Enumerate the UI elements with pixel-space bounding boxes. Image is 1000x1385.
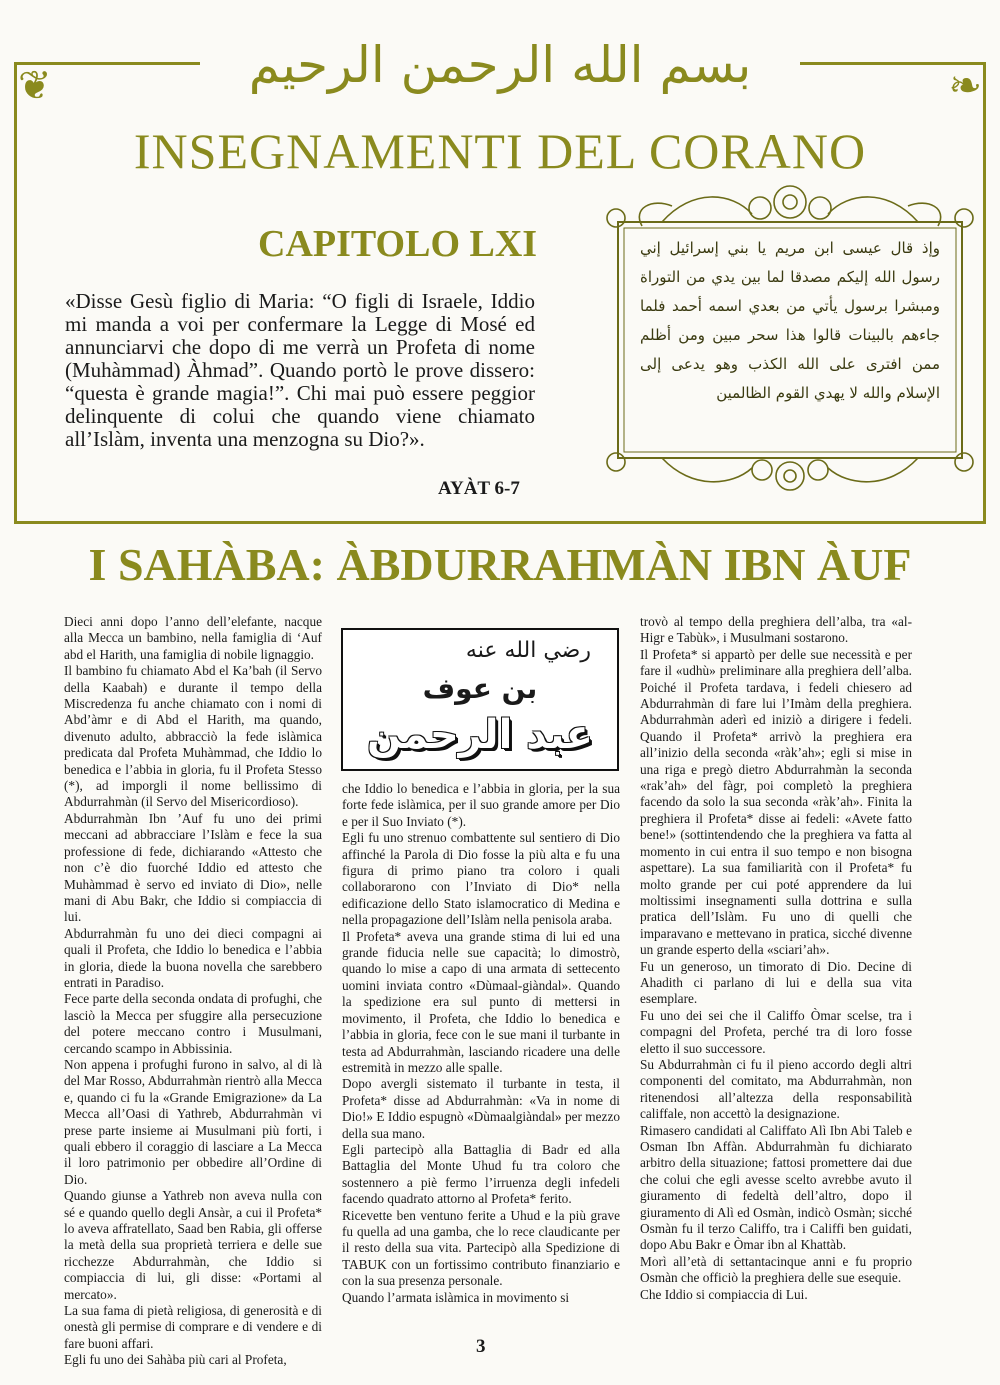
article-paragraph: Dopo avergli sistemato il turbante in testa, il Profeta* disse ad Abdurrahmàn: «Va in nome di Dio!» E Iddio espugnò «Dùmaalgiàndal» per mezzo della sua mano. (342, 1076, 620, 1141)
article-paragraph: che Iddio lo benedica e l’abbia in gloria, per la sua forte fede islàmica, per il suo grande amore per Dio e per il Suo Inviato (*). (342, 781, 620, 829)
bismillah-calligraphy: بسم الله الرحمن الرحيم (200, 36, 800, 106)
article-paragraph: trovò al tempo della preghiera dell’alba, tra «al-Higr e Tabùk», i Musulmani sostarono. (640, 614, 912, 646)
article-paragraph: Fu uno dei sei che il Califfo Òmar scelse, tra i compagni del Profeta, perché tra di loro fosse eletto il suo successore. (640, 1007, 912, 1056)
article-paragraph: Fece parte della seconda ondata di profughi, che lasciò la Mecca per sfuggire alla persecuzione del potere meccano contro i Musulmani, cercando scampo in Abbissinia. (64, 991, 322, 1056)
article-column-3 (640, 614, 912, 1303)
article-paragraph: Egli fu uno dei Sahàba più cari al Profeta, (64, 1352, 287, 1368)
article-paragraph: Il Profeta* si appartò per delle sue necessità e per fare il «udhù» preliminare alla preghiera dell’alba. Poiché il Profeta tardava, i fedeli chiesero ad Abdurrahmàn di fare lui l’Imàm della preghiera. Abdurrahmàn aderì ed iniziò a dirigere i fedeli. Quando il Profeta* arrivò la preghiera era all’inizio della seconda «ràk’ah»; egli si mise in una riga e pregò dietro Abdurrahmàn la seconda «rak’ah» del fàgr, poi completò la preghiera facendo da solo la sua seconda «ràk’ah». Finita la preghiera il Profeta* disse ai fedeli: «Avete fatto bene!» (sottintendendo che la preghiera va fatta al momento in cui entra il suo tempo e non bisogna aspettare). La sua familiarità con il Profeta* fu molto grande per cui poté apprendere da lui moltissimi insegnamenti sulla dottrina e sulla pratica dell’Islàm. Fu uno di quelli che imparavano e mettevano in pratica, sicché divenne un grande esperto della «sciari’ah». (640, 646, 912, 958)
name-calligraphy-box (341, 628, 619, 771)
article-column-1 (64, 614, 322, 1369)
calligraphy-line-3: عبد الرحمن (367, 712, 593, 758)
article-paragraph: Egli partecipò alla Battaglia di Badr ed alla Battaglia del Monte Uhud fu tra coloro che sostennero a piè fermo l’irruenza degli infedeli facendo quadrato attorno al Profeta* ferito. (342, 1141, 620, 1207)
article-paragraph: Quando giunse a Yathreb non aveva nulla con sé e quando quello degli Ansàr, a cui il Profeta* lo aveva affratellato, Saad ben Rabia, gli offerse la metà della sua proprietà terriera e delle sue ricchezze Abdurrahmàn, che Iddio si compiaccia di lui, gli disse: «Portami al mercato». (64, 1188, 322, 1302)
article-paragraph: Che Iddio si compiaccia di Lui. (640, 1286, 808, 1302)
quran-quote: «Disse Gesù figlio di Maria: “O figli di Israele, Iddio mi manda a voi per confermare la Legge di Mosé ed annunciarvi che dopo di me verrà un Profeta di nome (Muhàmmad) Àhmad”. Quando portò le prove dissero: “questa è grande magia!”. Chi mai può essere peggior delinquente di colui che quando viene chiamato all’Islàm, inventa una menzogna su Dio?». (65, 289, 535, 451)
article-paragraph: Non appena i profughi furono in salvo, al di là del Mar Rosso, Abdurrahmàn rientrò alla Mecca e, quando ci fu la «Grande Emigrazione» da La Mecca all’Oasi di Yathreb, Abdurrahmàn vi prese parte insieme ai Musulmani più forti, i quali ebbero il coraggio di lasciare a La Mecca il loro patrimonio per obbedire all’Ordine di Dio. (64, 1056, 322, 1187)
calligraphy-line-1: رضي الله عنه (465, 638, 591, 663)
page-number: 3 (476, 1336, 486, 1357)
chapter-heading: CAPITOLO LXI (258, 223, 538, 265)
article-paragraph: Su Abdurrahmàn ci fu il pieno accordo degli altri componenti del comitato, ma Abdurrahmàn, non ritenendosi all’altezza della responsabilità califfale, non accettò la designazione. (640, 1056, 912, 1122)
corner-ornament-icon: ❦ (18, 63, 52, 108)
arabic-verse-plaque (602, 178, 978, 500)
article-paragraph: Ricevette ben ventuno ferite a Uhud e la più grave fu quella ad una gamba, che lo rece claudicante per il resto della sua vita. Partecipò alla Spedizione di TABUK con un fortissimo contributo finanziario e con la sua presenza personale. (342, 1207, 620, 1289)
article-paragraph: Rimasero candidati al Califfato Alì Ibn Abi Taleb e Osman Ibn Affàn. Abdurrahmàn fu dichiarato arbitro della situazione; fattosi promettere dai due che colui che egli avesse scelto avrebbe avuto il giuramento di fedeltà dell’altro, dopo il giuramento di Alì ed Osmàn, indicò Osmàn; sicché Osmàn fu il terzo Califfo, tra i Califfi ben guidati, dopo Abu Bakr e Òmar ibn al Khattàb. (640, 1122, 912, 1253)
article-paragraph: Il bambino fu chiamato Abd el Ka’bah (il Servo della Kaabah) e durante il tempo della Miscredenza fu anche chiamato con i nomi di Abd’àmr e di Abd el Harith, ma quando, divenuto adulto, abbracciò la fede islàmica predicata dal Profeta Muhàmmad, che Iddio lo benedica e l’abbia in gloria, fu il Profeta Stesso (*), ad imporgli il nome bellissimo di Abdurrahmàn (il Servo del Misericordioso). (64, 663, 322, 810)
article-paragraph: Fu un generoso, un timorato di Dio. Decine di Ahadith ci parlano di lui e della sua vita esemplare. (640, 958, 912, 1007)
page-title: INSEGNAMENTI DEL CORANO (133, 123, 867, 179)
calligraphy-line-2: بن عوف (422, 672, 538, 705)
article-paragraph: La sua fama di pietà religiosa, di generosità e di onestà gli permise di comprare e di vendere e di fare buoni affari. (64, 1303, 322, 1351)
ayat-reference: AYÀT 6-7 (438, 478, 520, 499)
article-paragraph: Quando l’armata islàmica in movimento si (342, 1289, 570, 1305)
article-paragraph: Egli fu uno strenuo combattente sul sentiero di Dio affinché la Parola di Dio fosse la più alta e fu una figura di primo piano tra coloro i quali collaborarono con l’Inviato di Dio* nella edificazione dello Stato islamocratico di Medina e nella propagazione dell’Islàm nella penisola araba. (342, 830, 620, 928)
section-title: I SAHÀBA: ÀBDURRAHMÀN IBN ÀUF (88, 539, 912, 590)
article-paragraph: Dieci anni dopo l’anno dell’elefante, nacque alla Mecca un bambino, nella famiglia di ‘Auf abd el Harith, una famiglia di nobile lignaggio. (64, 614, 322, 662)
article-column-2 (342, 781, 620, 1306)
article-paragraph: Abdurrahmàn Ibn ’Auf fu uno dei primi meccani ad abbracciare l’Islàm e fece la sua professione di fede, dichiarando «Attesto che non c’è dio fuorché Iddio ed attesto che Muhàmmad è servo ed inviato di Dio», nelle mani di Abu Bakr, che Iddio si compiaccia di lui. (64, 810, 322, 925)
article-paragraph: Morì all’età di settantacinque anni e fu proprio Osmàn che officiò la preghiera delle sue esequie. (640, 1253, 912, 1286)
article-paragraph: Abdurrahmàn fu uno dei dieci compagni ai quali il Profeta, che Iddio lo benedica e l’abbia in gloria, diede la buona novella che sarebbero entrati in Paradiso. (64, 925, 322, 990)
corner-ornament-icon: ❧ (948, 63, 982, 108)
arabic-verse-text: وإذ قال عيسى ابن مريم يا بني إسرائيل إني رسول الله إليكم مصدقا لما بين يدي من التوراة ومبشرا برسول يأتي من بعدي اسمه أحمد فلما جاءهم بالبينات قالوا هذا سحر مبين ومن أظلم ممن افترى على الله الكذب وهو يدعى إلى الإسلام والله لا يهدي القوم الظالمين (640, 239, 940, 402)
article-paragraph: Il Profeta* aveva una grande stima di lui ed una grande fiducia nelle sue capacità; lo dimostrò, quando lo mise a capo di una armata di settecento uomini inviata contro «Dùmaal-giàndal». Quando la spedizione era sul punto di mettersi in movimento, il Profeta, che Iddio lo benedica e l’abbia in gloria, fece con le sue mani il turbante in testa ad Abdurrahmàn, lasciando ricadere una delle estremità in mezzo alle spalle. (342, 928, 620, 1075)
